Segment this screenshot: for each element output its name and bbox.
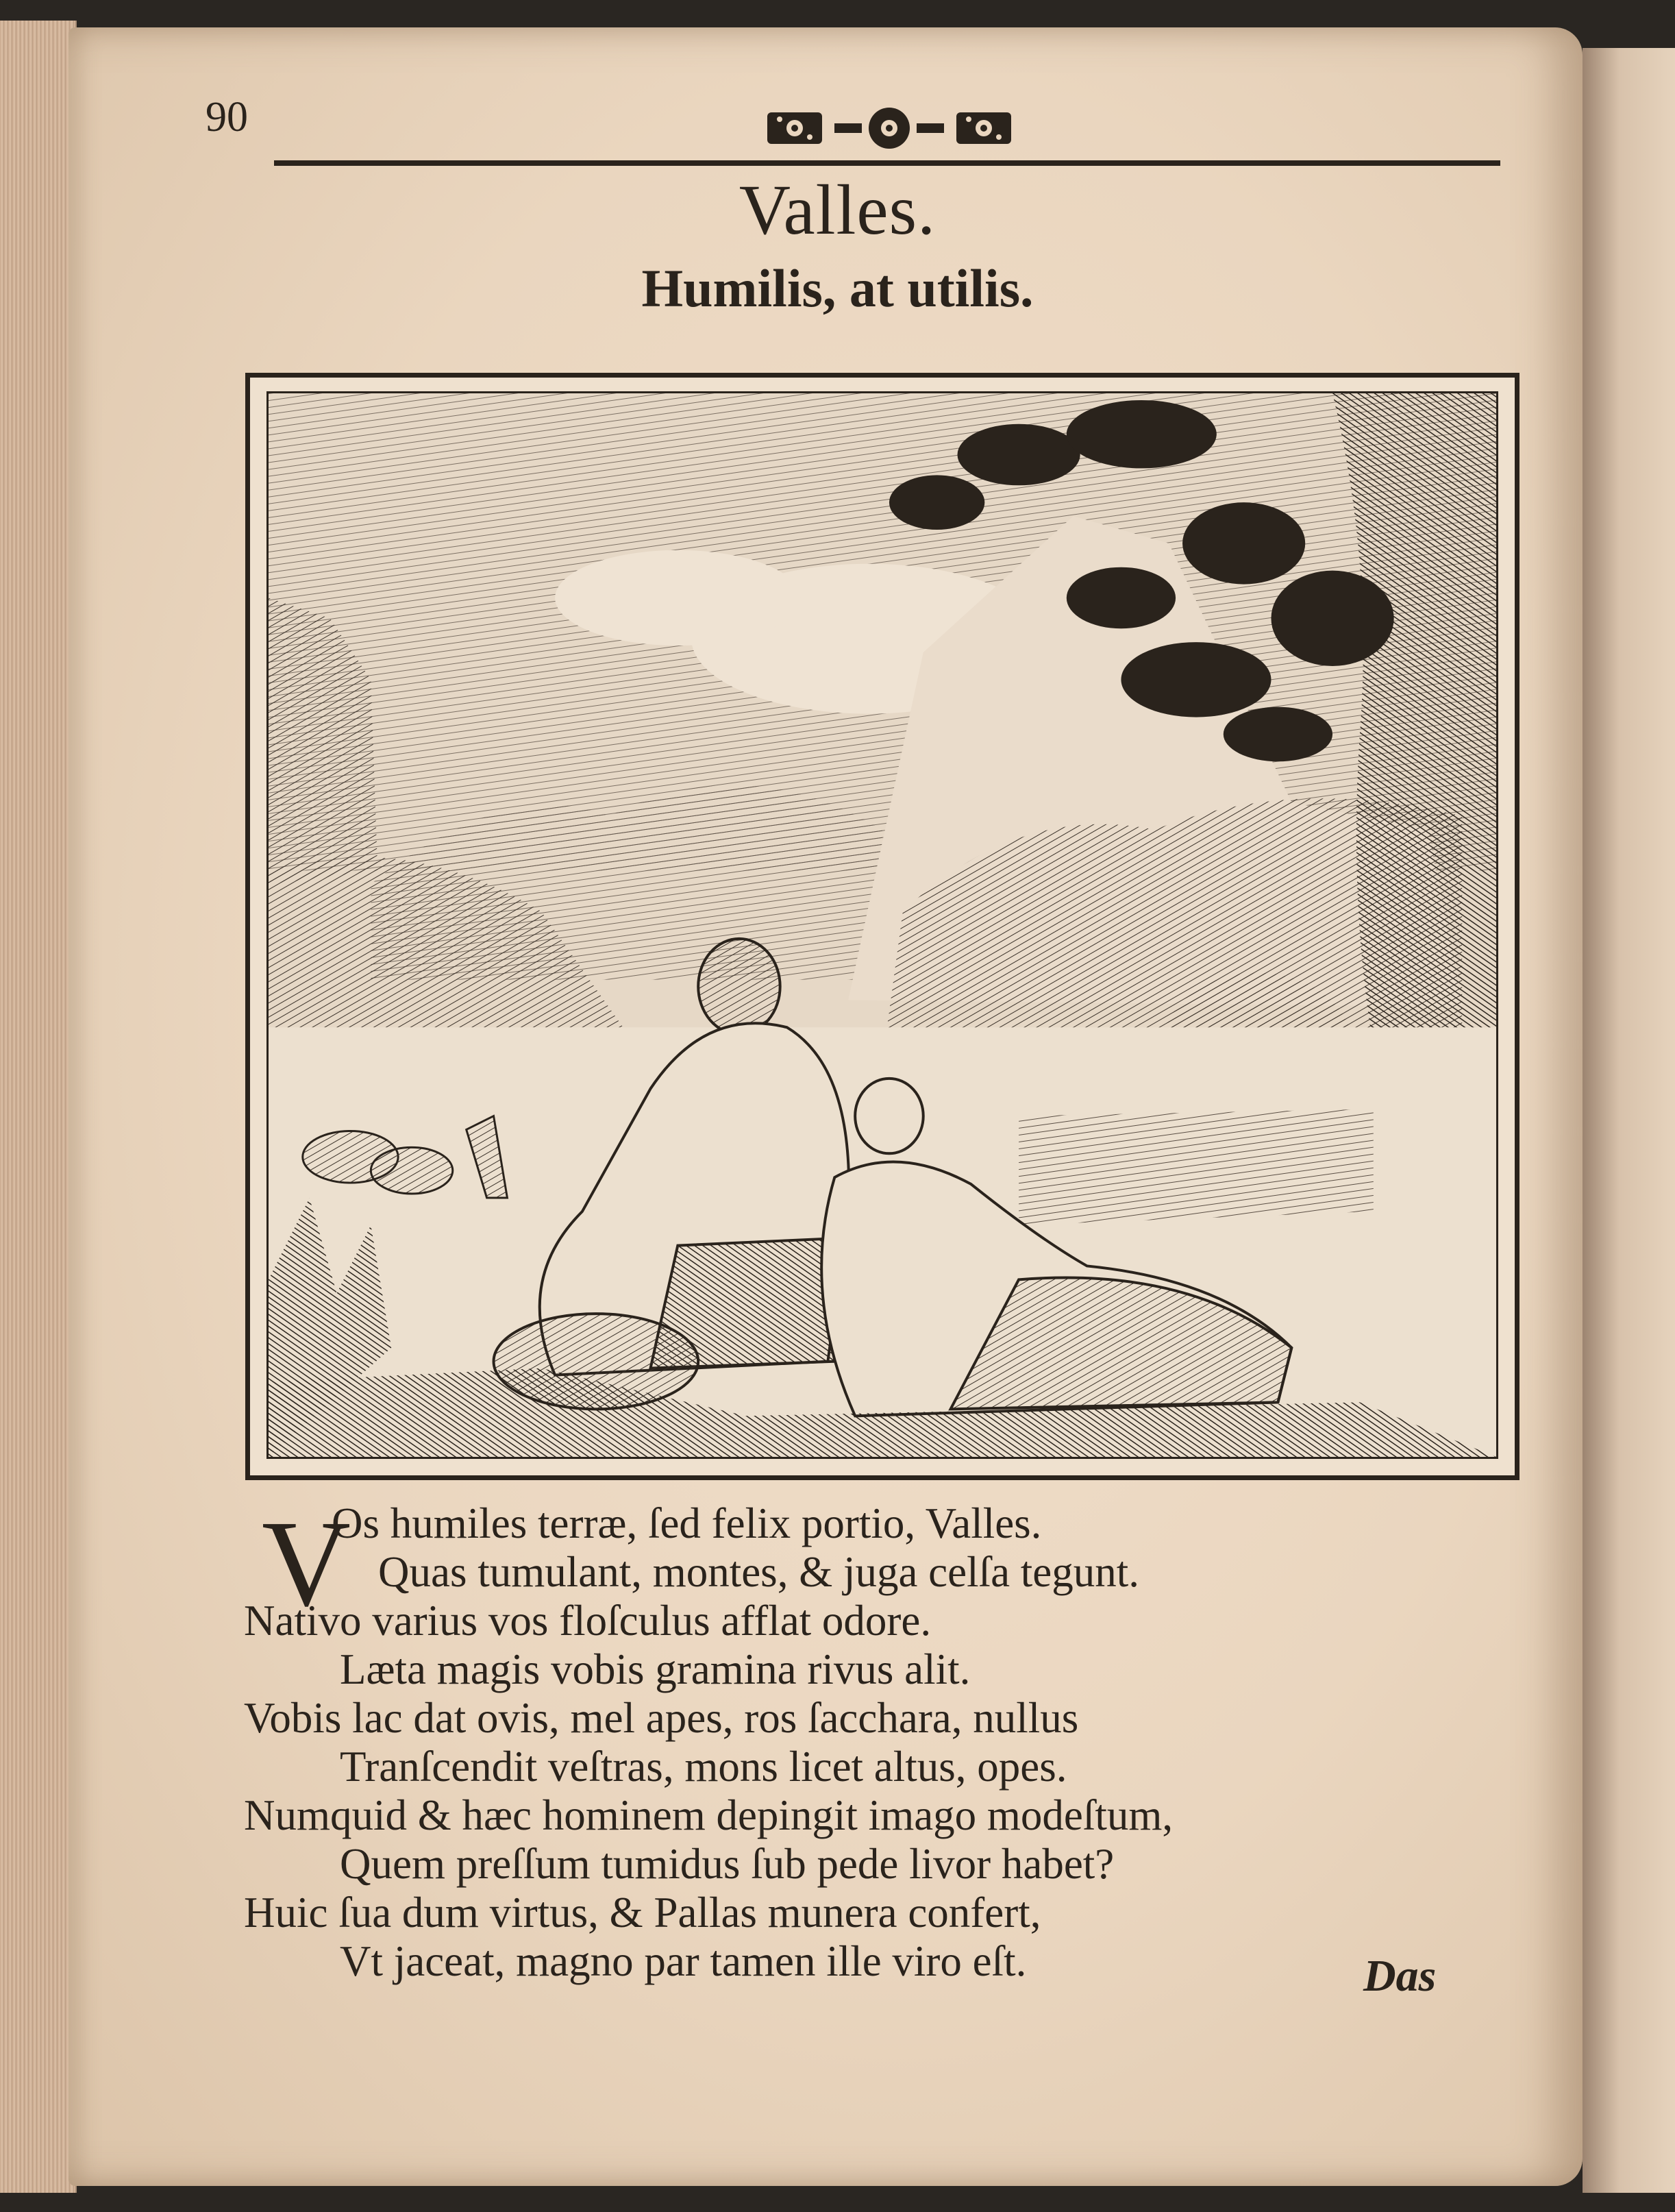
- poem: [244, 1495, 1409, 1986]
- engraving-landscape-icon: [266, 391, 1498, 1459]
- page-motto: Humilis, at utilis.: [641, 258, 1034, 318]
- poem-line-9: Huic ſua dum virtus, & Pallas munera confert,: [244, 1889, 1041, 1937]
- engraving-plate: [245, 373, 1519, 1480]
- poem-line-1: Os humiles terræ, ſed felix portio, Valles.: [332, 1499, 1042, 1547]
- poem-line-10: Vt jaceat, magno par tamen ille viro eſt.: [340, 1937, 1027, 1985]
- poem-line-3: Nativo varius vos floſculus afflat odore.: [244, 1597, 932, 1645]
- facing-page-edge: [1583, 48, 1675, 2193]
- page-number: 90: [206, 94, 248, 140]
- ornament-icon: [766, 104, 1013, 152]
- catchword: Das: [1363, 1951, 1437, 2001]
- poem-line-5: Vobis lac dat ovis, mel apes, ros ſacchara, nullus: [244, 1694, 1079, 1742]
- poem-line-2: Quas tumulant, montes, & juga celſa tegunt.: [378, 1548, 1140, 1596]
- header-rule: [274, 160, 1500, 166]
- poem-line-4: Læta magis vobis gramina rivus alit.: [340, 1645, 971, 1693]
- book-page-edges: [0, 21, 77, 2193]
- page-title: Valles.: [739, 171, 936, 249]
- poem-line-6: Tranſcendit veſtras, mons licet altus, opes.: [340, 1743, 1067, 1791]
- poem-dropcap: V: [262, 1495, 351, 1632]
- poem-line-7: Numquid & hæc hominem depingit imago modeſtum,: [244, 1791, 1174, 1839]
- poem-line-8: Quem preſſum tumidus ſub pede livor habet?: [340, 1840, 1115, 1888]
